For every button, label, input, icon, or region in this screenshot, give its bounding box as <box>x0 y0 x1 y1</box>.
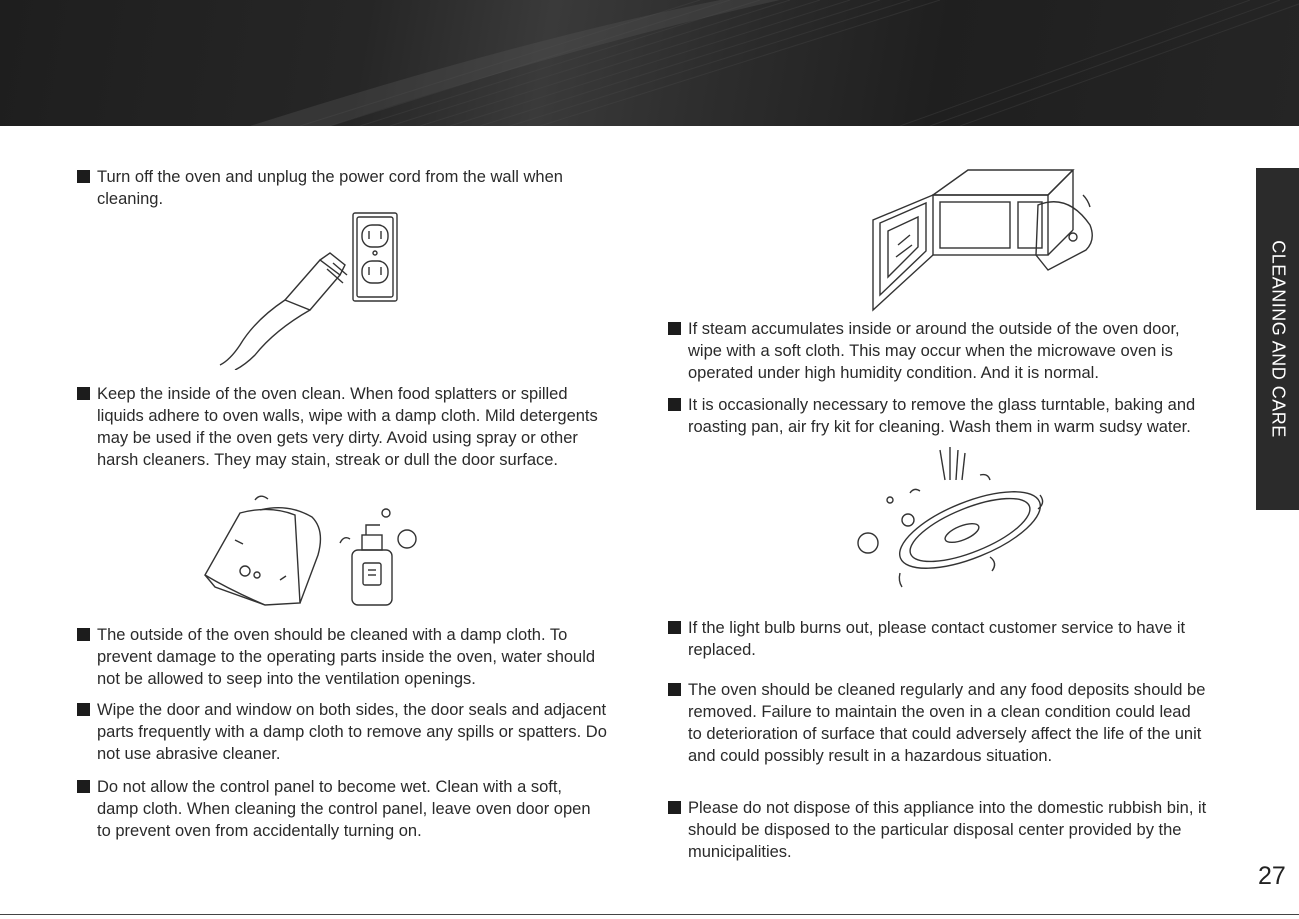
instruction-light-bulb <box>668 617 1208 661</box>
instruction-keep-inside-clean <box>77 383 607 471</box>
detergent-bottle-illustration <box>340 509 416 605</box>
instruction-text: Turn off the oven and unplug the power cord from the wall when cleaning. <box>97 168 563 208</box>
header-band <box>0 0 1299 126</box>
instruction-disposal <box>668 797 1208 863</box>
cloth-illustration <box>200 495 430 610</box>
instruction-text: Do not allow the control panel to become wet. Clean with a soft, damp cloth. When cleaning the control panel, leave oven door open to prevent oven from accidentally turning on. <box>97 778 591 840</box>
instruction-remove-turntable <box>668 394 1208 438</box>
turntable-washing-illustration <box>850 445 1060 595</box>
instruction-text: Please do not dispose of this appliance into the domestic rubbish bin, it should be disposed to the particular disposal center provided by the municipalities. <box>688 799 1207 861</box>
instruction-text: The outside of the oven should be cleaned with a damp cloth. To prevent damage to the operating parts inside the oven, water should not be allowed to seep into the ventilation openings. <box>97 626 596 688</box>
instruction-text: If the light bulb burns out, please contact customer service to have it replaced. <box>688 619 1186 659</box>
bullet-square-icon <box>668 683 681 696</box>
bullet-square-icon <box>668 621 681 634</box>
instruction-wipe-door <box>77 699 607 765</box>
section-tab-label: CLEANING AND CARE <box>1268 240 1288 438</box>
instruction-text: If steam accumulates inside or around the outside of the oven door, wipe with a soft cloth. This may occur when the microwave oven is operated under high humidity condition. And it is normal. <box>688 320 1180 382</box>
microwave-open-door-illustration <box>868 165 1108 315</box>
plug-outlet-illustration <box>215 205 415 370</box>
section-side-tab <box>1256 168 1299 510</box>
bullet-square-icon <box>77 703 90 716</box>
header-texture <box>0 0 1299 126</box>
instruction-steam <box>668 318 1208 384</box>
instruction-control-panel <box>77 776 607 842</box>
instruction-text: It is occasionally necessary to remove the glass turntable, baking and roasting pan, air fry kit for cleaning. Wash them in warm sudsy water. <box>688 396 1196 436</box>
instruction-unplug <box>77 166 607 210</box>
footer-rule <box>0 914 1299 915</box>
bullet-square-icon <box>77 628 90 641</box>
bullet-square-icon <box>77 387 90 400</box>
bullet-square-icon <box>668 322 681 335</box>
bullet-square-icon <box>77 780 90 793</box>
bullet-square-icon <box>668 801 681 814</box>
bullet-square-icon <box>668 398 681 411</box>
instruction-outside-cleaning <box>77 624 607 690</box>
instruction-text: Wipe the door and window on both sides, the door seals and adjacent parts frequently with a damp cloth to remove any spills or spatters. Do not use abrasive cleaner. <box>97 701 607 763</box>
instruction-text: Keep the inside of the oven clean. When food splatters or spilled liquids adhere to oven walls, wipe with a damp cloth. Mild detergents may be used if the oven gets very dirty. Avoid using spray or other harsh cleaners. They may stain, streak or dull the door surface. <box>97 385 598 469</box>
page-number: 27 <box>1258 862 1286 890</box>
instruction-text: The oven should be cleaned regularly and any food deposits should be removed. Failure to maintain the oven in a clean condition could lead to deterioration of surface that could adversely affect the life of the unit and could possibly result in a hazardous situation. <box>688 681 1206 765</box>
bullet-square-icon <box>77 170 90 183</box>
instruction-clean-regularly <box>668 679 1208 767</box>
